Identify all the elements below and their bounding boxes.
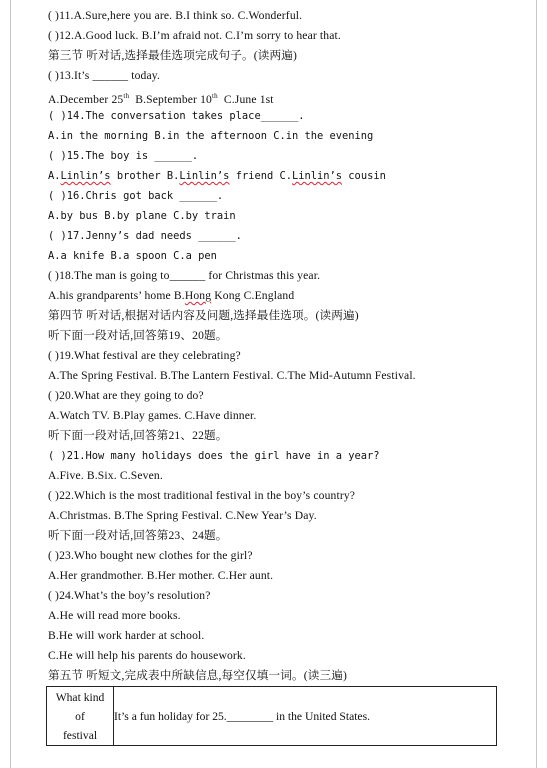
page-edge-left: [10, 0, 11, 768]
superscript-th: th: [123, 92, 130, 100]
superscript-th: th: [212, 92, 218, 100]
option-text: cousin: [342, 170, 386, 182]
question-18-options: [48, 286, 294, 306]
option-text: C.June 1st: [217, 92, 274, 106]
option-text: friend C.: [229, 170, 292, 182]
question-17-line: ( )17.Jenny’s dad needs ______.: [48, 230, 242, 242]
section-3-heading: 第三节 听对话,选择最佳选项完成句子。(读两遍): [48, 49, 297, 62]
section-5-heading: 第五节 听短文,完成表中所缺信息,每空仅填一词。(读三遍): [48, 669, 348, 682]
question-23-line: ( )23.Who bought new clothes for the girl?: [48, 549, 253, 562]
table-row: [47, 687, 497, 746]
question-20-line: ( )20.What are they going to do?: [48, 389, 204, 402]
option-text: A.his grandparents’ home B.: [48, 289, 185, 302]
section-4-heading: 第四节 听对话,根据对话内容及问题,选择最佳选项。(读两遍): [48, 309, 359, 322]
question-23-options: A.Her grandmother. B.Her mother. C.Her aunt.: [48, 569, 274, 582]
question-14-options: A.in the morning B.in the afternoon C.in the evening: [48, 130, 374, 142]
question-17-options: A.a knife B.a spoon C.a pen: [48, 250, 217, 262]
question-15-options: [48, 166, 386, 186]
option-text: Kong C.England: [211, 289, 295, 302]
spellcheck-word: Linlin’s: [292, 170, 343, 182]
spellcheck-word: Hong: [184, 289, 212, 302]
spellcheck-word: Linlin’s: [179, 170, 230, 182]
header-line: What kind: [55, 690, 105, 704]
question-24-option-b: B.He will work harder at school.: [48, 629, 205, 642]
page-edge-right: [536, 0, 537, 768]
question-24-option-a: A.He will read more books.: [48, 609, 181, 622]
question-12-line: ( )12.A.Good luck. B.I’m afraid not. C.I’m sorry to hear that.: [48, 29, 341, 42]
question-11-line: ( )11.A.Sure,here you are. B.I think so. C.Wonderful.: [48, 9, 303, 22]
option-text: A.: [48, 170, 61, 182]
question-18-line: ( )18.The man is going to______ for Christmas this year.: [48, 269, 321, 282]
question-16-options: A.by bus B.by plane C.by train: [48, 210, 236, 222]
question-24-option-c: C.He will help his parents do housework.: [48, 649, 246, 662]
option-text: B.September 10: [129, 92, 213, 106]
answer-table: [46, 686, 497, 746]
question-21-options: A.Five. B.Six. C.Seven.: [48, 469, 163, 482]
dialogue-instruction-19-20: 听下面一段对话,回答第19、20题。: [48, 329, 228, 342]
table-header-cell: [47, 687, 114, 746]
question-19-options: A.The Spring Festival. B.The Lantern Festival. C.The Mid-Autumn Festival.: [48, 369, 416, 382]
table-answer-cell[interactable]: It’s a fun holiday for 25.________ in the United States.: [114, 687, 497, 746]
question-13-options: [48, 86, 274, 106]
option-text: A.December 25: [48, 92, 124, 106]
question-13-line: ( )13.It’s ______ today.: [48, 69, 161, 82]
spellcheck-word: Linlin’s: [60, 170, 111, 182]
option-text: brother B.: [110, 170, 180, 182]
question-22-options: A.Christmas. B.The Spring Festival. C.New Year’s Day.: [48, 509, 317, 522]
header-line: festival: [62, 728, 98, 742]
dialogue-instruction-21-22: 听下面一段对话,回答第21、22题。: [48, 429, 228, 442]
question-14-line: ( )14.The conversation takes place______.: [48, 110, 305, 122]
header-line: of: [75, 709, 85, 723]
question-15-line: ( )15.The boy is ______.: [48, 150, 199, 162]
question-22-line: ( )22.Which is the most traditional festival in the boy’s country?: [48, 489, 356, 502]
question-24-line: ( )24.What’s the boy’s resolution?: [48, 589, 211, 602]
question-19-line: ( )19.What festival are they celebrating?: [48, 349, 241, 362]
dialogue-instruction-23-24: 听下面一段对话,回答第23、24题。: [48, 529, 228, 542]
question-20-options: A.Watch TV. B.Play games. C.Have dinner.: [48, 409, 257, 422]
question-21-line: ( )21.How many holidays does the girl have in a year?: [48, 450, 380, 462]
question-16-line: ( )16.Chris got back ______.: [48, 190, 224, 202]
